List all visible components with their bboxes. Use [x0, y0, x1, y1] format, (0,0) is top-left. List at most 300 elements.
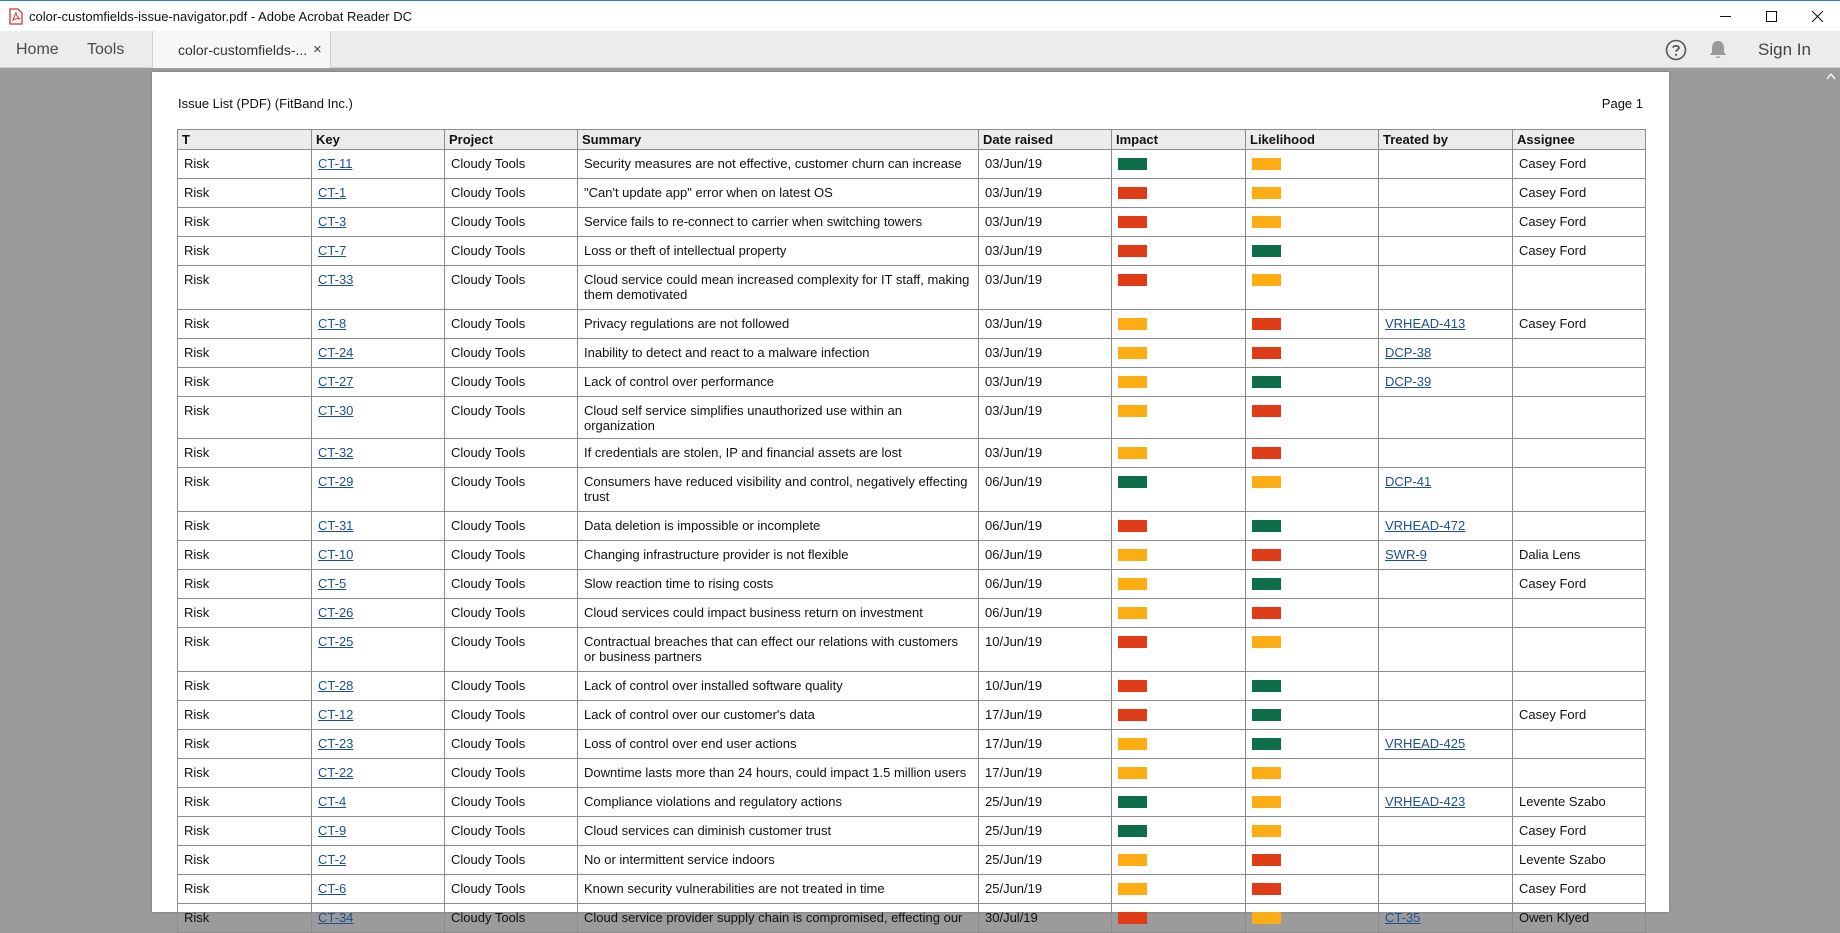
treated-by-link-cell	[1379, 512, 1513, 541]
likelihood-cell	[1246, 310, 1379, 339]
impact-cell	[1112, 570, 1246, 599]
issue-summary-cell	[578, 339, 979, 368]
issue-date-raised: 03/Jun/19	[985, 374, 1043, 389]
issue-project-cell	[445, 266, 578, 310]
issue-project-cell	[445, 541, 578, 570]
likelihood-color-swatch	[1252, 318, 1281, 330]
likelihood-cell	[1246, 541, 1379, 570]
treated-by-link[interactable]: VRHEAD-425	[1385, 736, 1466, 751]
likelihood-cell	[1246, 150, 1379, 179]
issue-project-cell	[445, 208, 578, 237]
impact-color-swatch	[1118, 709, 1147, 721]
issue-key-link[interactable]: CT-1	[318, 185, 347, 200]
issue-summary-cell	[578, 266, 979, 310]
issue-key-link-cell	[312, 628, 445, 672]
table-row	[178, 310, 1646, 339]
issue-project: Cloudy Tools	[451, 185, 526, 200]
issue-key-link[interactable]: CT-29	[318, 474, 354, 489]
impact-cell	[1112, 310, 1246, 339]
issue-summary: Lack of control over performance	[584, 374, 775, 389]
issue-assignee: Casey Ford	[1519, 707, 1587, 722]
likelihood-cell	[1246, 875, 1379, 904]
issue-key-link-cell	[312, 570, 445, 599]
issue-project: Cloudy Tools	[451, 403, 526, 418]
sign-in-button[interactable]: Sign In	[1758, 40, 1811, 59]
issue-type: Risk	[184, 214, 210, 229]
issue-summary: Loss or theft of intellectual property	[584, 243, 787, 258]
likelihood-color-swatch	[1252, 680, 1281, 692]
impact-color-swatch	[1118, 347, 1147, 359]
issue-key-link-cell	[312, 541, 445, 570]
issue-date-raised: 06/Jun/19	[985, 547, 1043, 562]
issue-assignee: Casey Ford	[1519, 823, 1587, 838]
issue-project: Cloudy Tools	[451, 345, 526, 360]
impact-cell	[1112, 599, 1246, 628]
issue-date-raised: 03/Jun/19	[985, 156, 1043, 171]
table-row	[178, 570, 1646, 599]
issue-project: Cloudy Tools	[451, 445, 526, 460]
issue-date-raised: 03/Jun/19	[985, 272, 1043, 287]
issue-key-link[interactable]: CT-11	[318, 156, 353, 171]
issue-assignee: Casey Ford	[1519, 214, 1587, 229]
issue-key-link[interactable]: CT-24	[318, 345, 354, 360]
issue-assignee-cell	[1513, 875, 1646, 904]
issue-assignee-cell	[1513, 904, 1646, 933]
maximize-icon[interactable]	[1748, 1, 1794, 32]
issue-type: Risk	[184, 316, 210, 331]
treated-by-link-cell	[1379, 541, 1513, 570]
table-row	[178, 701, 1646, 730]
impact-cell	[1112, 150, 1246, 179]
issue-type-cell	[178, 439, 312, 468]
impact-cell	[1112, 397, 1246, 439]
issue-project-cell	[445, 310, 578, 339]
issue-summary-cell	[578, 759, 979, 788]
issue-assignee: Dalia Lens	[1519, 547, 1581, 562]
issue-assignee-cell	[1513, 628, 1646, 672]
tab-document[interactable]	[152, 31, 331, 68]
impact-cell	[1112, 208, 1246, 237]
issue-type: Risk	[184, 823, 210, 838]
table-row	[178, 150, 1646, 179]
issue-project: Cloudy Tools	[451, 678, 526, 693]
issue-assignee-cell	[1513, 672, 1646, 701]
issue-key-link[interactable]: CT-22	[318, 765, 354, 780]
likelihood-color-swatch	[1252, 767, 1281, 779]
issue-key-link[interactable]: CT-9	[318, 823, 347, 838]
issue-assignee-cell	[1513, 599, 1646, 628]
issue-date-raised-cell	[979, 628, 1112, 672]
issue-assignee-cell	[1513, 237, 1646, 266]
impact-color-swatch	[1118, 520, 1147, 532]
issue-date-raised: 06/Jun/19	[985, 518, 1043, 533]
issue-project-cell	[445, 368, 578, 397]
impact-cell	[1112, 788, 1246, 817]
likelihood-color-swatch	[1252, 578, 1281, 590]
close-icon[interactable]	[1794, 1, 1840, 32]
issue-date-raised-cell	[979, 468, 1112, 512]
treated-by-link[interactable]: DCP-41	[1385, 474, 1432, 489]
issue-summary-cell	[578, 179, 979, 208]
issue-key-link-cell	[312, 266, 445, 310]
treated-by-cell	[1379, 208, 1513, 237]
treated-by-link[interactable]: DCP-39	[1385, 374, 1432, 389]
issue-type: Risk	[184, 374, 210, 389]
impact-color-swatch	[1118, 912, 1147, 924]
issue-date-raised-cell	[979, 599, 1112, 628]
issue-type: Risk	[184, 794, 210, 809]
impact-color-swatch	[1118, 158, 1147, 170]
issue-assignee-cell	[1513, 339, 1646, 368]
impact-cell	[1112, 468, 1246, 512]
treated-by-link-cell	[1379, 368, 1513, 397]
issue-project: Cloudy Tools	[451, 547, 526, 562]
table-row	[178, 817, 1646, 846]
table-row	[178, 599, 1646, 628]
issue-date-raised: 06/Jun/19	[985, 605, 1043, 620]
issue-key-link[interactable]: CT-8	[318, 316, 347, 331]
impact-cell	[1112, 266, 1246, 310]
treated-by-cell	[1379, 397, 1513, 439]
issue-assignee-cell	[1513, 730, 1646, 759]
issue-summary-cell	[578, 397, 979, 439]
issue-key-link[interactable]: CT-34	[318, 910, 354, 925]
likelihood-color-swatch	[1252, 607, 1281, 619]
likelihood-cell	[1246, 730, 1379, 759]
issue-key-link-cell	[312, 150, 445, 179]
issue-date-raised-cell	[979, 730, 1112, 759]
issue-project: Cloudy Tools	[451, 881, 526, 896]
table-row	[178, 628, 1646, 672]
page-number: Page 1	[1601, 96, 1643, 111]
impact-color-swatch	[1118, 318, 1147, 330]
issue-key-link[interactable]: CT-31	[318, 518, 354, 533]
issue-date-raised: 03/Jun/19	[985, 316, 1043, 331]
issue-key-link-cell	[312, 468, 445, 512]
treated-by-link-cell	[1379, 310, 1513, 339]
table-row	[178, 368, 1646, 397]
issue-type-cell	[178, 266, 312, 310]
impact-cell	[1112, 701, 1246, 730]
likelihood-cell	[1246, 570, 1379, 599]
issue-type-cell	[178, 759, 312, 788]
issue-type: Risk	[184, 518, 210, 533]
likelihood-color-swatch	[1252, 158, 1281, 170]
issue-summary: Security measures are not effective, customer churn can increase	[584, 156, 962, 171]
issue-date-raised: 03/Jun/19	[985, 185, 1043, 200]
issue-date-raised-cell	[979, 179, 1112, 208]
impact-cell	[1112, 730, 1246, 759]
issue-summary: If credentials are stolen, IP and financial assets are lost	[584, 445, 902, 460]
issue-key-link-cell	[312, 368, 445, 397]
issue-assignee: Casey Ford	[1519, 576, 1587, 591]
issue-date-raised-cell	[979, 759, 1112, 788]
issue-type: Risk	[184, 243, 210, 258]
issue-project-cell	[445, 875, 578, 904]
impact-cell	[1112, 904, 1246, 933]
issue-key-link[interactable]: CT-12	[318, 707, 354, 722]
issue-date-raised-cell	[979, 512, 1112, 541]
issue-type-cell	[178, 628, 312, 672]
issue-date-raised-cell	[979, 368, 1112, 397]
tab-bar	[0, 31, 1840, 68]
issue-date-raised-cell	[979, 875, 1112, 904]
issue-key-link-cell	[312, 788, 445, 817]
issue-project: Cloudy Tools	[451, 794, 526, 809]
issue-key-link[interactable]: CT-10	[318, 547, 354, 562]
likelihood-cell	[1246, 468, 1379, 512]
impact-cell	[1112, 512, 1246, 541]
issue-date-raised: 25/Jun/19	[985, 794, 1043, 809]
treated-by-cell	[1379, 701, 1513, 730]
issue-type: Risk	[184, 765, 210, 780]
issue-key-link[interactable]: CT-7	[318, 243, 347, 258]
issue-date-raised: 17/Jun/19	[985, 707, 1043, 722]
issue-summary: Lack of control over installed software quality	[584, 678, 843, 693]
likelihood-color-swatch	[1252, 245, 1281, 257]
issue-type: Risk	[184, 634, 210, 649]
issue-key-link[interactable]: CT-32	[318, 445, 354, 460]
issue-type: Risk	[184, 910, 210, 925]
impact-color-swatch	[1118, 187, 1147, 199]
tab-tools[interactable]: Tools	[87, 41, 125, 58]
issue-summary-cell	[578, 672, 979, 701]
treated-by-link[interactable]: DCP-38	[1385, 345, 1432, 360]
minimize-icon[interactable]	[1702, 1, 1748, 32]
likelihood-cell	[1246, 788, 1379, 817]
issue-summary-cell	[578, 817, 979, 846]
impact-cell	[1112, 846, 1246, 875]
issue-project: Cloudy Tools	[451, 605, 526, 620]
issue-summary: Consumers have reduced visibility and control, negatively effecting trust	[584, 474, 968, 504]
issues-table-body	[178, 150, 1646, 933]
issue-project: Cloudy Tools	[451, 576, 526, 591]
issue-key-link-cell	[312, 439, 445, 468]
issue-summary-cell	[578, 701, 979, 730]
issue-date-raised-cell	[979, 846, 1112, 875]
likelihood-cell	[1246, 904, 1379, 933]
impact-cell	[1112, 672, 1246, 701]
issue-summary-cell	[578, 368, 979, 397]
treated-by-link[interactable]: VRHEAD-423	[1385, 794, 1466, 809]
issue-project-cell	[445, 846, 578, 875]
issue-project: Cloudy Tools	[451, 272, 526, 287]
pdf-file-icon	[9, 8, 23, 25]
issue-project: Cloudy Tools	[451, 823, 526, 838]
issue-assignee-cell	[1513, 150, 1646, 179]
issue-assignee-cell	[1513, 846, 1646, 875]
issue-date-raised-cell	[979, 817, 1112, 846]
tab-home[interactable]: Home	[16, 41, 59, 58]
issue-summary-cell	[578, 237, 979, 266]
issue-date-raised-cell	[979, 570, 1112, 599]
issue-project: Cloudy Tools	[451, 707, 526, 722]
issue-summary-cell	[578, 541, 979, 570]
issue-key-link-cell	[312, 208, 445, 237]
issue-key-link-cell	[312, 701, 445, 730]
issue-project-cell	[445, 179, 578, 208]
help-icon[interactable]	[1665, 39, 1687, 61]
issue-type-cell	[178, 237, 312, 266]
issue-type-cell	[178, 599, 312, 628]
likelihood-color-swatch	[1252, 187, 1281, 199]
issue-key-link[interactable]: CT-3	[318, 214, 347, 229]
impact-cell	[1112, 541, 1246, 570]
issue-date-raised: 30/Jul/19	[985, 910, 1038, 925]
impact-color-swatch	[1118, 767, 1147, 779]
issue-type-cell	[178, 672, 312, 701]
impact-cell	[1112, 339, 1246, 368]
issue-type: Risk	[184, 272, 210, 287]
issue-type: Risk	[184, 445, 210, 460]
issue-type-cell	[178, 339, 312, 368]
issue-assignee-cell	[1513, 817, 1646, 846]
column-header-type: T	[178, 130, 312, 150]
issue-assignee-cell	[1513, 368, 1646, 397]
issue-summary: Changing infrastructure provider is not flexible	[584, 547, 849, 562]
table-row	[178, 266, 1646, 310]
issue-project-cell	[445, 672, 578, 701]
issue-date-raised-cell	[979, 339, 1112, 368]
issue-summary: Inability to detect and react to a malware infection	[584, 345, 870, 360]
issue-type-cell	[178, 701, 312, 730]
treated-by-link-cell	[1379, 788, 1513, 817]
impact-color-swatch	[1118, 476, 1147, 488]
issue-date-raised: 06/Jun/19	[985, 474, 1043, 489]
bell-icon[interactable]	[1708, 39, 1728, 61]
issue-key-link[interactable]: CT-26	[318, 605, 354, 620]
likelihood-color-swatch	[1252, 376, 1281, 388]
issue-key-link[interactable]: CT-6	[318, 881, 347, 896]
issue-date-raised-cell	[979, 237, 1112, 266]
likelihood-cell	[1246, 817, 1379, 846]
impact-color-swatch	[1118, 607, 1147, 619]
issue-key-link[interactable]: CT-25	[318, 634, 354, 649]
impact-color-swatch	[1118, 738, 1147, 750]
issue-summary: Loss of control over end user actions	[584, 736, 797, 751]
issue-project-cell	[445, 759, 578, 788]
issue-assignee-cell	[1513, 788, 1646, 817]
likelihood-cell	[1246, 208, 1379, 237]
issue-summary: Cloud services could impact business return on investment	[584, 605, 923, 620]
likelihood-color-swatch	[1252, 549, 1281, 561]
treated-by-link[interactable]: VRHEAD-472	[1385, 518, 1466, 533]
table-row	[178, 730, 1646, 759]
issue-summary: Data deletion is impossible or incomplete	[584, 518, 821, 533]
issue-date-raised: 03/Jun/19	[985, 243, 1043, 258]
likelihood-color-swatch	[1252, 405, 1281, 417]
issue-key-link-cell	[312, 817, 445, 846]
issue-key-link-cell	[312, 237, 445, 266]
likelihood-color-swatch	[1252, 447, 1281, 459]
issue-key-link-cell	[312, 599, 445, 628]
issue-assignee-cell	[1513, 179, 1646, 208]
issue-key-link[interactable]: CT-30	[318, 403, 354, 418]
likelihood-color-swatch	[1252, 347, 1281, 359]
issue-project: Cloudy Tools	[451, 474, 526, 489]
issue-type-cell	[178, 570, 312, 599]
scroll-up-arrow-icon[interactable]	[1826, 72, 1836, 80]
issue-type-cell	[178, 512, 312, 541]
impact-color-swatch	[1118, 636, 1147, 648]
issue-assignee: Levente Szabo	[1519, 794, 1606, 809]
treated-by-link[interactable]: SWR-9	[1385, 547, 1427, 562]
issue-summary: Cloud services can diminish customer trust	[584, 823, 832, 838]
treated-by-link-cell	[1379, 339, 1513, 368]
issue-date-raised-cell	[979, 701, 1112, 730]
likelihood-cell	[1246, 266, 1379, 310]
issue-project: Cloudy Tools	[451, 214, 526, 229]
issue-type: Risk	[184, 678, 210, 693]
issue-summary: No or intermittent service indoors	[584, 852, 775, 867]
issue-project-cell	[445, 570, 578, 599]
likelihood-color-swatch	[1252, 912, 1281, 924]
issue-assignee: Casey Ford	[1519, 156, 1587, 171]
issue-summary-cell	[578, 875, 979, 904]
issue-key-link[interactable]: CT-28	[318, 678, 354, 693]
issue-key-link[interactable]: CT-2	[318, 852, 347, 867]
treated-by-link[interactable]: VRHEAD-413	[1385, 316, 1466, 331]
issue-type: Risk	[184, 605, 210, 620]
column-header-impact: Impact	[1112, 130, 1246, 150]
tab-close-icon[interactable]: ×	[313, 41, 322, 58]
issue-assignee-cell	[1513, 512, 1646, 541]
issue-summary: Cloud service could mean increased complexity for IT staff, making them demotivated	[584, 272, 970, 302]
likelihood-color-swatch	[1252, 738, 1281, 750]
treated-by-link-cell	[1379, 730, 1513, 759]
likelihood-color-swatch	[1252, 636, 1281, 648]
table-row	[178, 846, 1646, 875]
issue-type-cell	[178, 397, 312, 439]
issue-summary-cell	[578, 439, 979, 468]
impact-cell	[1112, 759, 1246, 788]
treated-by-cell	[1379, 599, 1513, 628]
issue-project-cell	[445, 628, 578, 672]
issue-type: Risk	[184, 852, 210, 867]
title-bar	[0, 0, 1840, 31]
likelihood-color-swatch	[1252, 520, 1281, 532]
issue-date-raised: 25/Jun/19	[985, 823, 1043, 838]
issue-date-raised: 03/Jun/19	[985, 345, 1043, 360]
issue-key-link-cell	[312, 179, 445, 208]
issue-type-cell	[178, 468, 312, 512]
issue-key-link[interactable]: CT-23	[318, 736, 354, 751]
issue-type: Risk	[184, 576, 210, 591]
issue-key-link-cell	[312, 846, 445, 875]
issue-project-cell	[445, 599, 578, 628]
issue-key-link[interactable]: CT-33	[318, 272, 354, 287]
treated-by-link[interactable]: CT-35	[1385, 910, 1421, 925]
issue-project-cell	[445, 439, 578, 468]
issue-date-raised-cell	[979, 541, 1112, 570]
issue-date-raised: 25/Jun/19	[985, 881, 1043, 896]
issue-assignee-cell	[1513, 397, 1646, 439]
issue-key-link[interactable]: CT-4	[318, 794, 347, 809]
issue-key-link[interactable]: CT-27	[318, 374, 354, 389]
likelihood-cell	[1246, 512, 1379, 541]
pdf-page	[152, 72, 1669, 925]
issue-assignee-cell	[1513, 541, 1646, 570]
likelihood-color-swatch	[1252, 825, 1281, 837]
issue-type-cell	[178, 179, 312, 208]
issue-summary-cell	[578, 730, 979, 759]
issue-type-cell	[178, 368, 312, 397]
impact-color-swatch	[1118, 825, 1147, 837]
likelihood-color-swatch	[1252, 854, 1281, 866]
likelihood-color-swatch	[1252, 274, 1281, 286]
issue-assignee: Levente Szabo	[1519, 852, 1606, 867]
issue-key-link[interactable]: CT-5	[318, 576, 347, 591]
